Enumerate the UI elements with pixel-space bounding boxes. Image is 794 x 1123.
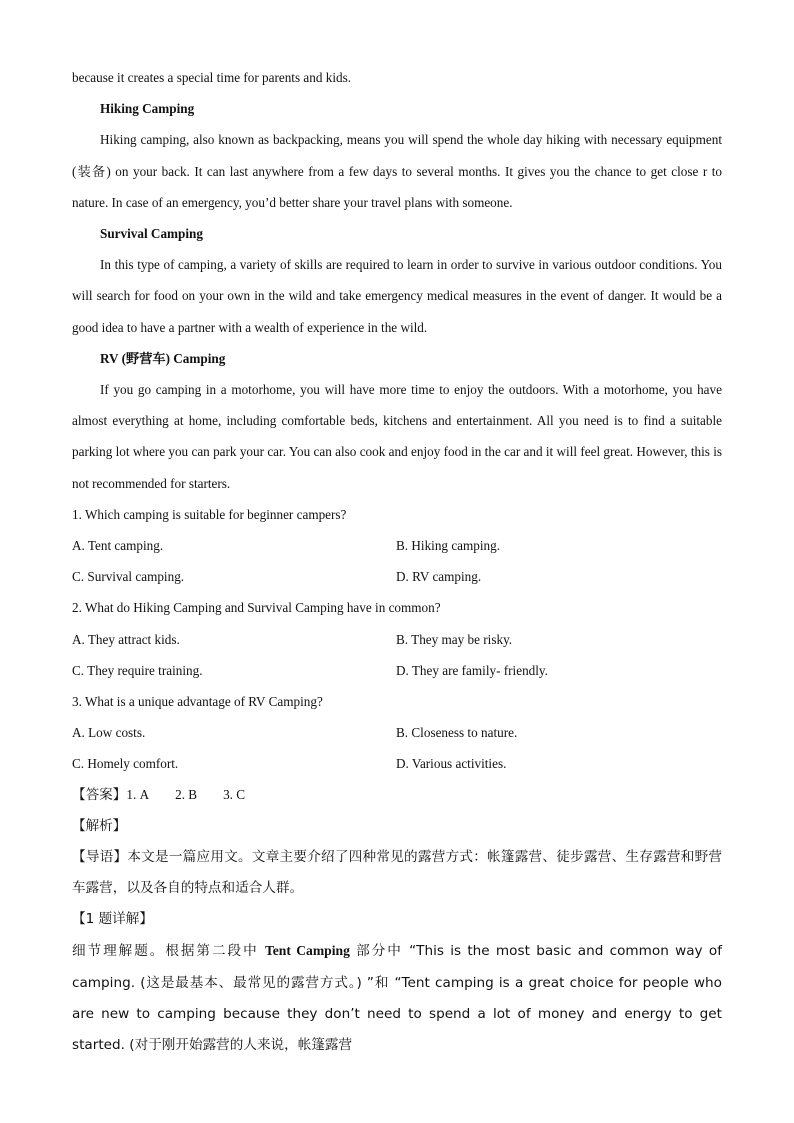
answer-item-1: 1. A <box>126 787 150 803</box>
question-3-option-a[interactable]: A. Low costs. <box>72 725 146 741</box>
answer-label: 【答案】 <box>72 787 127 804</box>
question-3-option-b[interactable]: B. Closeness to nature. <box>396 725 518 741</box>
intro-tail: because it creates a special time for parents and kids. <box>72 70 352 85</box>
q1-bold-term: Tent Camping <box>264 943 350 959</box>
guide-text: 本文是一篇应用文。文章主要介绍了四种常见的露营方式：帐篷露营、徒步露营、生存露营和野营车露营，以及各自的特点和适合人群。 <box>72 848 723 897</box>
section-heading-hiking: Hiking Camping <box>100 101 195 117</box>
analysis-label: 【解析】 <box>72 817 127 834</box>
question-2-option-b[interactable]: B. They may be risky. <box>396 631 513 647</box>
guide-paragraph <box>72 842 722 904</box>
question-3-stem: 3. What is a unique advantage of RV Camping? <box>72 693 323 709</box>
question-1-stem: 1. Which camping is suitable for beginner campers? <box>72 506 347 522</box>
q1-detail-label: 【1 题详解】 <box>72 911 153 928</box>
question-1-option-d[interactable]: D. RV camping. <box>396 569 482 585</box>
question-2-option-d[interactable]: D. They are family- friendly. <box>396 662 548 678</box>
guide-label: 【导语】 <box>72 848 128 865</box>
question-2-options <box>72 624 722 686</box>
question-3-option-c[interactable]: C. Homely comfort. <box>72 756 179 772</box>
question-1-option-b[interactable]: B. Hiking camping. <box>396 537 501 553</box>
question-2-option-a[interactable]: A. They attract kids. <box>72 631 180 647</box>
section-text-rv: If you go camping in a motorhome, you will have more time to enjoy the outdoors. With a motorhome, you have almost everything at home, including comfortable beds, kitchens and entertainment. All you need is to find a suitable parking lot where you can park your car. You can also cook and enjoy food in the car and it will feel great. However, this is not recommended for starters. <box>72 381 722 491</box>
q1-detail-text <box>72 935 722 1061</box>
section-text-survival: In this type of camping, a variety of skills are required to learn in order to survive in various outdoor conditions. You will search for food on your own in the wild and take emergency medical measures in the event of danger. It would be a good idea to have a partner with a wealth of experience in the wild. <box>72 257 722 335</box>
question-3-options <box>72 717 722 779</box>
q1-text-after: 部分中 “This is the most basic and common way of camping. (这是最基本、最常见的露营方式。) ”和 “Tent camping is a great choice for people who are new to camping because they don’t need to spend a lot of money and energy to get started. (对于刚开始露营的人来说，帐篷露营 <box>72 943 722 1054</box>
section-heading-survival: Survival Camping <box>100 225 203 241</box>
question-3-option-d[interactable]: D. Various activities. <box>396 756 507 772</box>
section-text-hiking: Hiking camping, also known as backpacking, means you will spend the whole day hiking with necessary equipment (装备) on your back. It can last anywhere from a few days to several months. It gives you the chance to get close r to nature. In case of an emergency, you’d better share your travel plans with someone. <box>72 132 722 210</box>
question-1-options <box>72 530 722 592</box>
question-2-stem: 2. What do Hiking Camping and Survival Camping have in common? <box>72 600 441 616</box>
q1-text-before: 细节理解题。根据第二段中 <box>72 943 265 960</box>
answer-line <box>72 779 722 810</box>
section-heading-rv: RV (野营车) Camping <box>100 350 226 366</box>
question-2-option-c[interactable]: C. They require training. <box>72 662 203 678</box>
document-page <box>72 62 722 1061</box>
answer-item-3: 3. C <box>223 787 246 803</box>
question-1-option-c[interactable]: C. Survival camping. <box>72 569 185 585</box>
question-1-option-a[interactable]: A. Tent camping. <box>72 537 164 553</box>
answer-item-2: 2. B <box>175 787 198 803</box>
